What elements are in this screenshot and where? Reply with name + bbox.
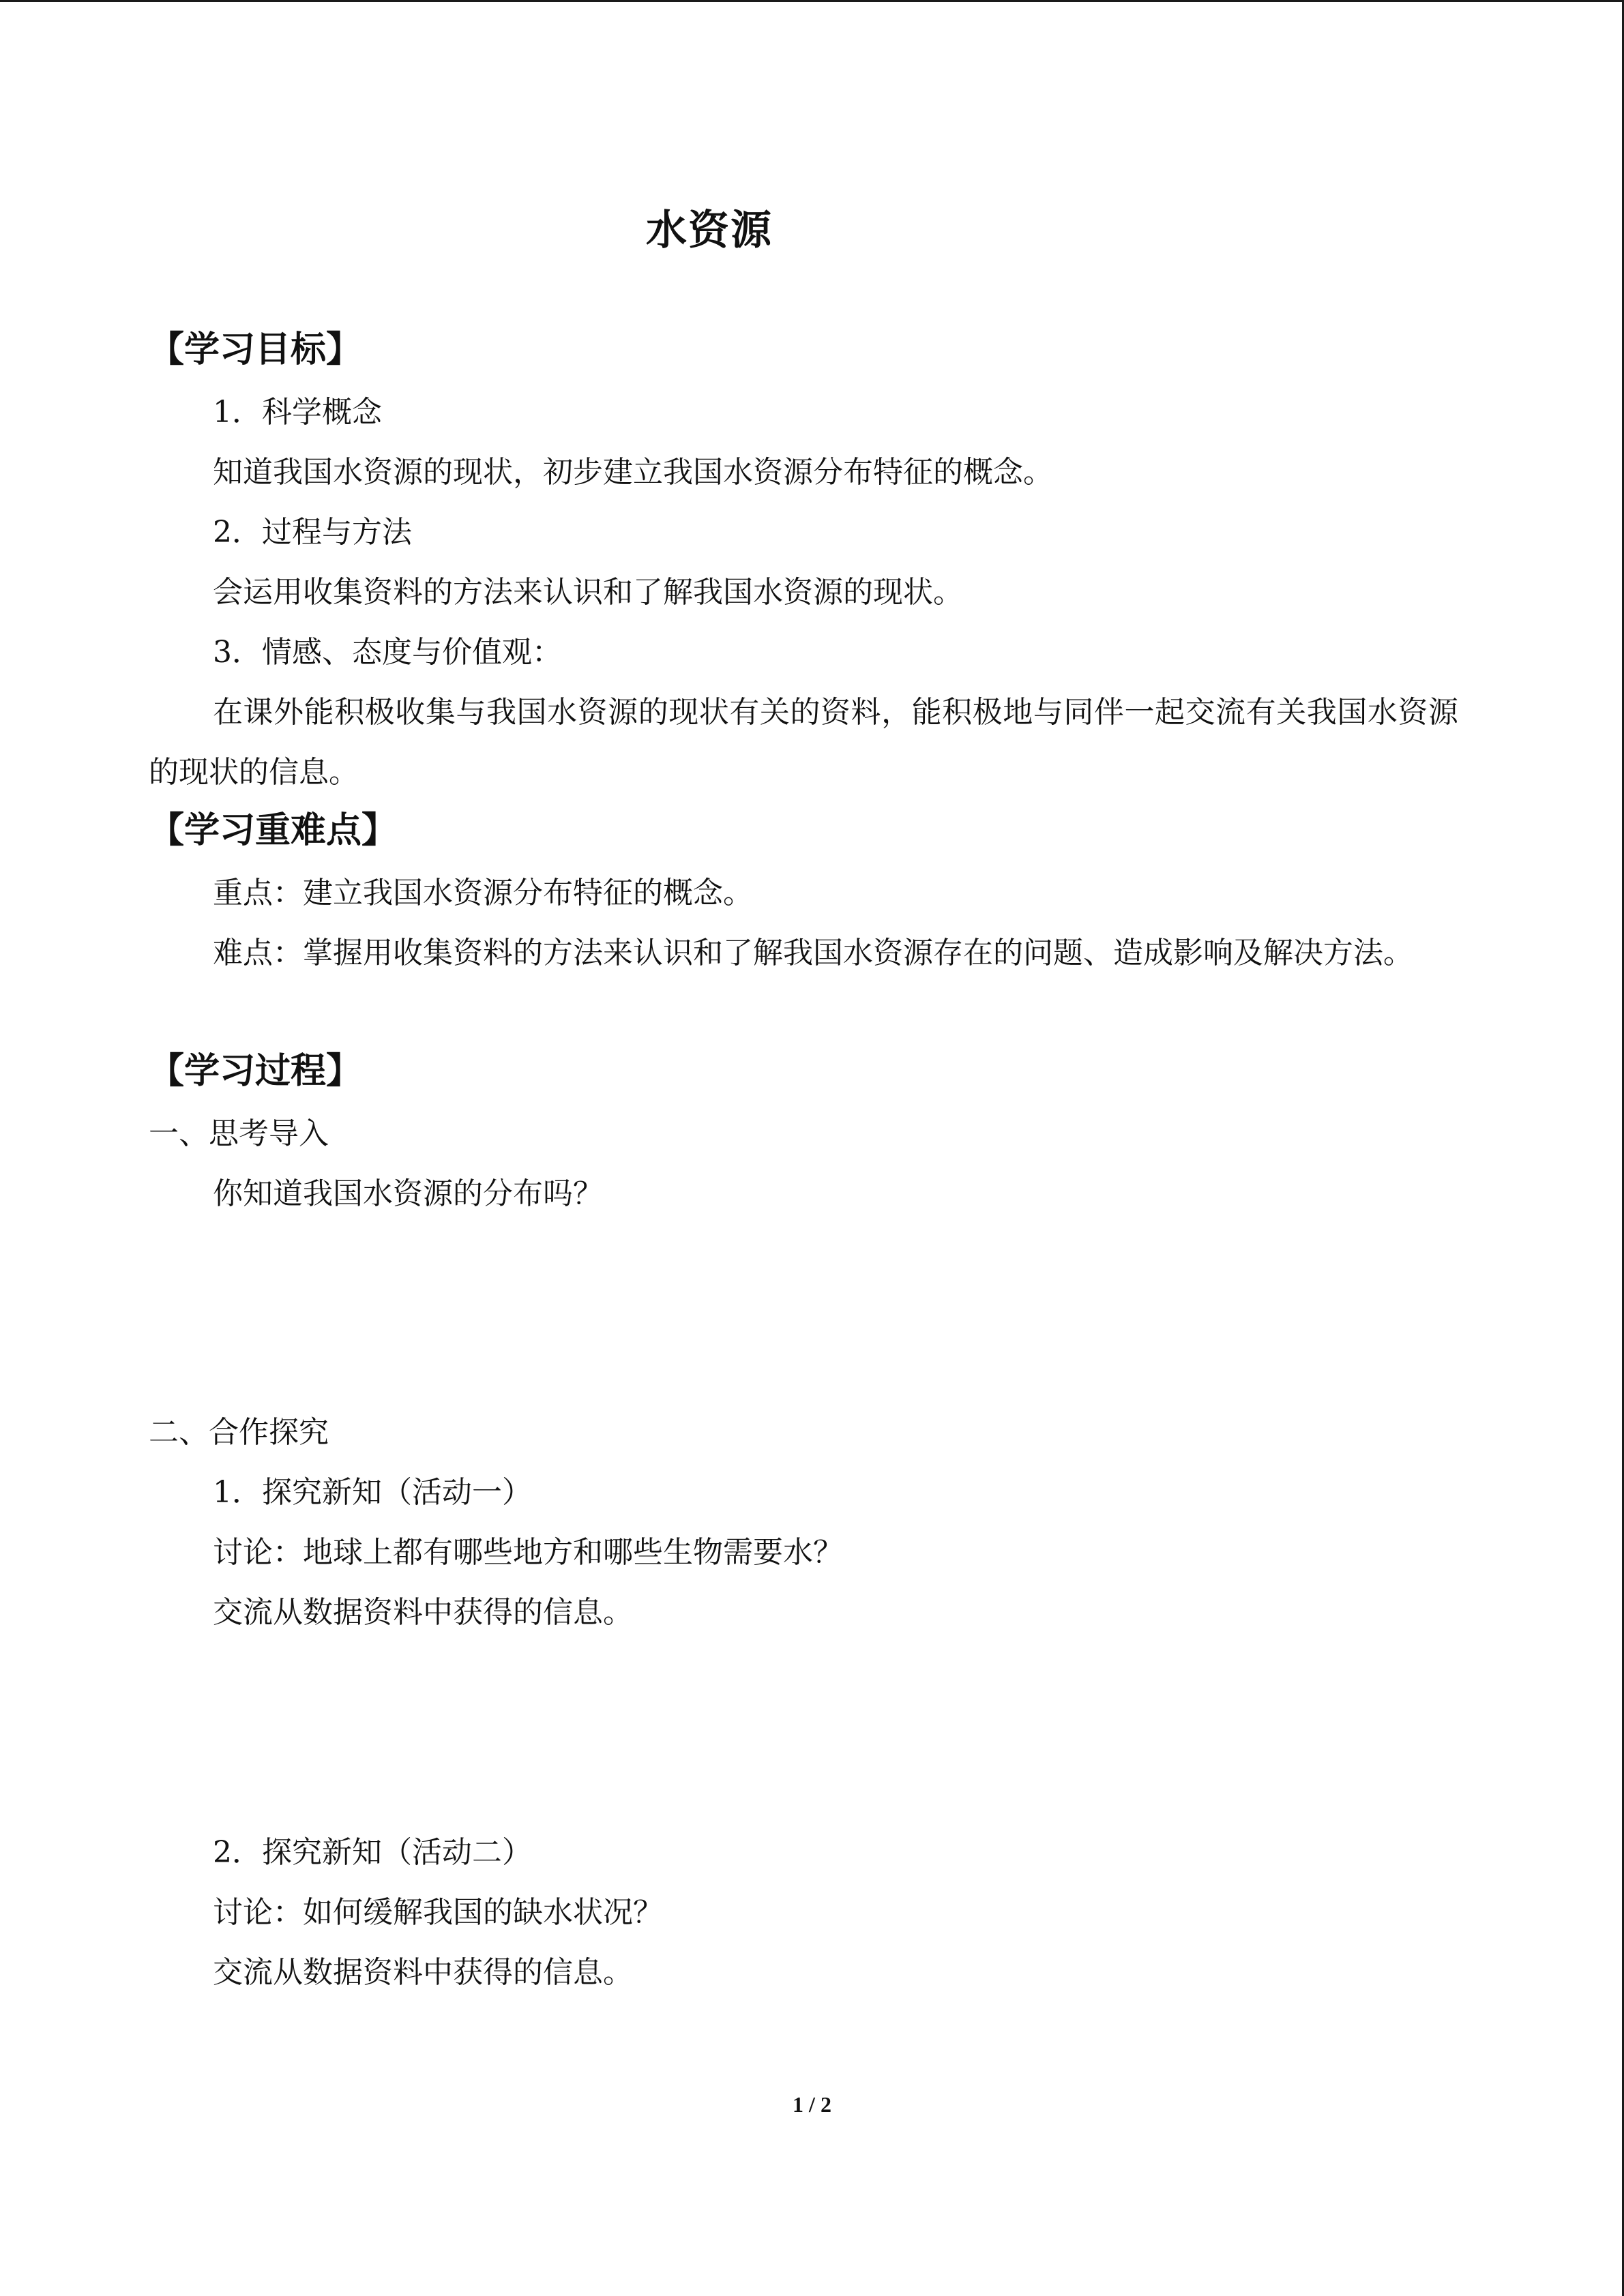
process-heading: 【学习过程】	[149, 1051, 362, 1092]
activity1-title: 1．探究新知（活动一）	[213, 1475, 532, 1510]
document-title: 水资源	[646, 207, 773, 254]
page-number: 1 / 2	[793, 2092, 831, 2117]
objective-1-text: 知道我国水资源的现状，初步建立我国水资源分布特征的概念。	[213, 455, 1053, 490]
objective-3-title: 3．情感、态度与价值观：	[213, 635, 562, 670]
activity2-discussion: 讨论：如何缓解我国的缺水状况？	[213, 1895, 663, 1930]
part1-title: 一、思考导入	[149, 1116, 329, 1151]
focus-text: 重点：建立我国水资源分布特征的概念。	[213, 876, 753, 910]
document-body	[149, 0, 1458, 2296]
objective-2-text: 会运用收集资料的方法来认识和了解我国水资源的现状。	[213, 575, 963, 610]
objective-2-title: 2．过程与方法	[213, 515, 412, 550]
activity1-discussion: 讨论：地球上都有哪些地方和哪些生物需要水？	[213, 1535, 843, 1570]
objective-1-title: 1．科学概念	[213, 395, 382, 430]
part2-title: 二、合作探究	[149, 1415, 329, 1450]
objective-3-text: 在课外能积极收集与我国水资源的现状有关的资料，能积极地与同伴一起交流有关我国水资源的现状的信息。	[149, 695, 1458, 790]
activity2-title: 2．探究新知（活动二）	[213, 1835, 532, 1870]
difficulty-text: 难点：掌握用收集资料的方法来认识和了解我国水资源存在的问题、造成影响及解决方法。	[213, 936, 1413, 970]
objectives-heading: 【学习目标】	[149, 329, 362, 370]
key-points-heading: 【学习重难点】	[149, 810, 398, 851]
activity2-share: 交流从数据资料中获得的信息。	[213, 1955, 633, 1990]
part1-question: 你知道我国水资源的分布吗？	[213, 1176, 603, 1211]
activity1-share: 交流从数据资料中获得的信息。	[213, 1595, 633, 1630]
